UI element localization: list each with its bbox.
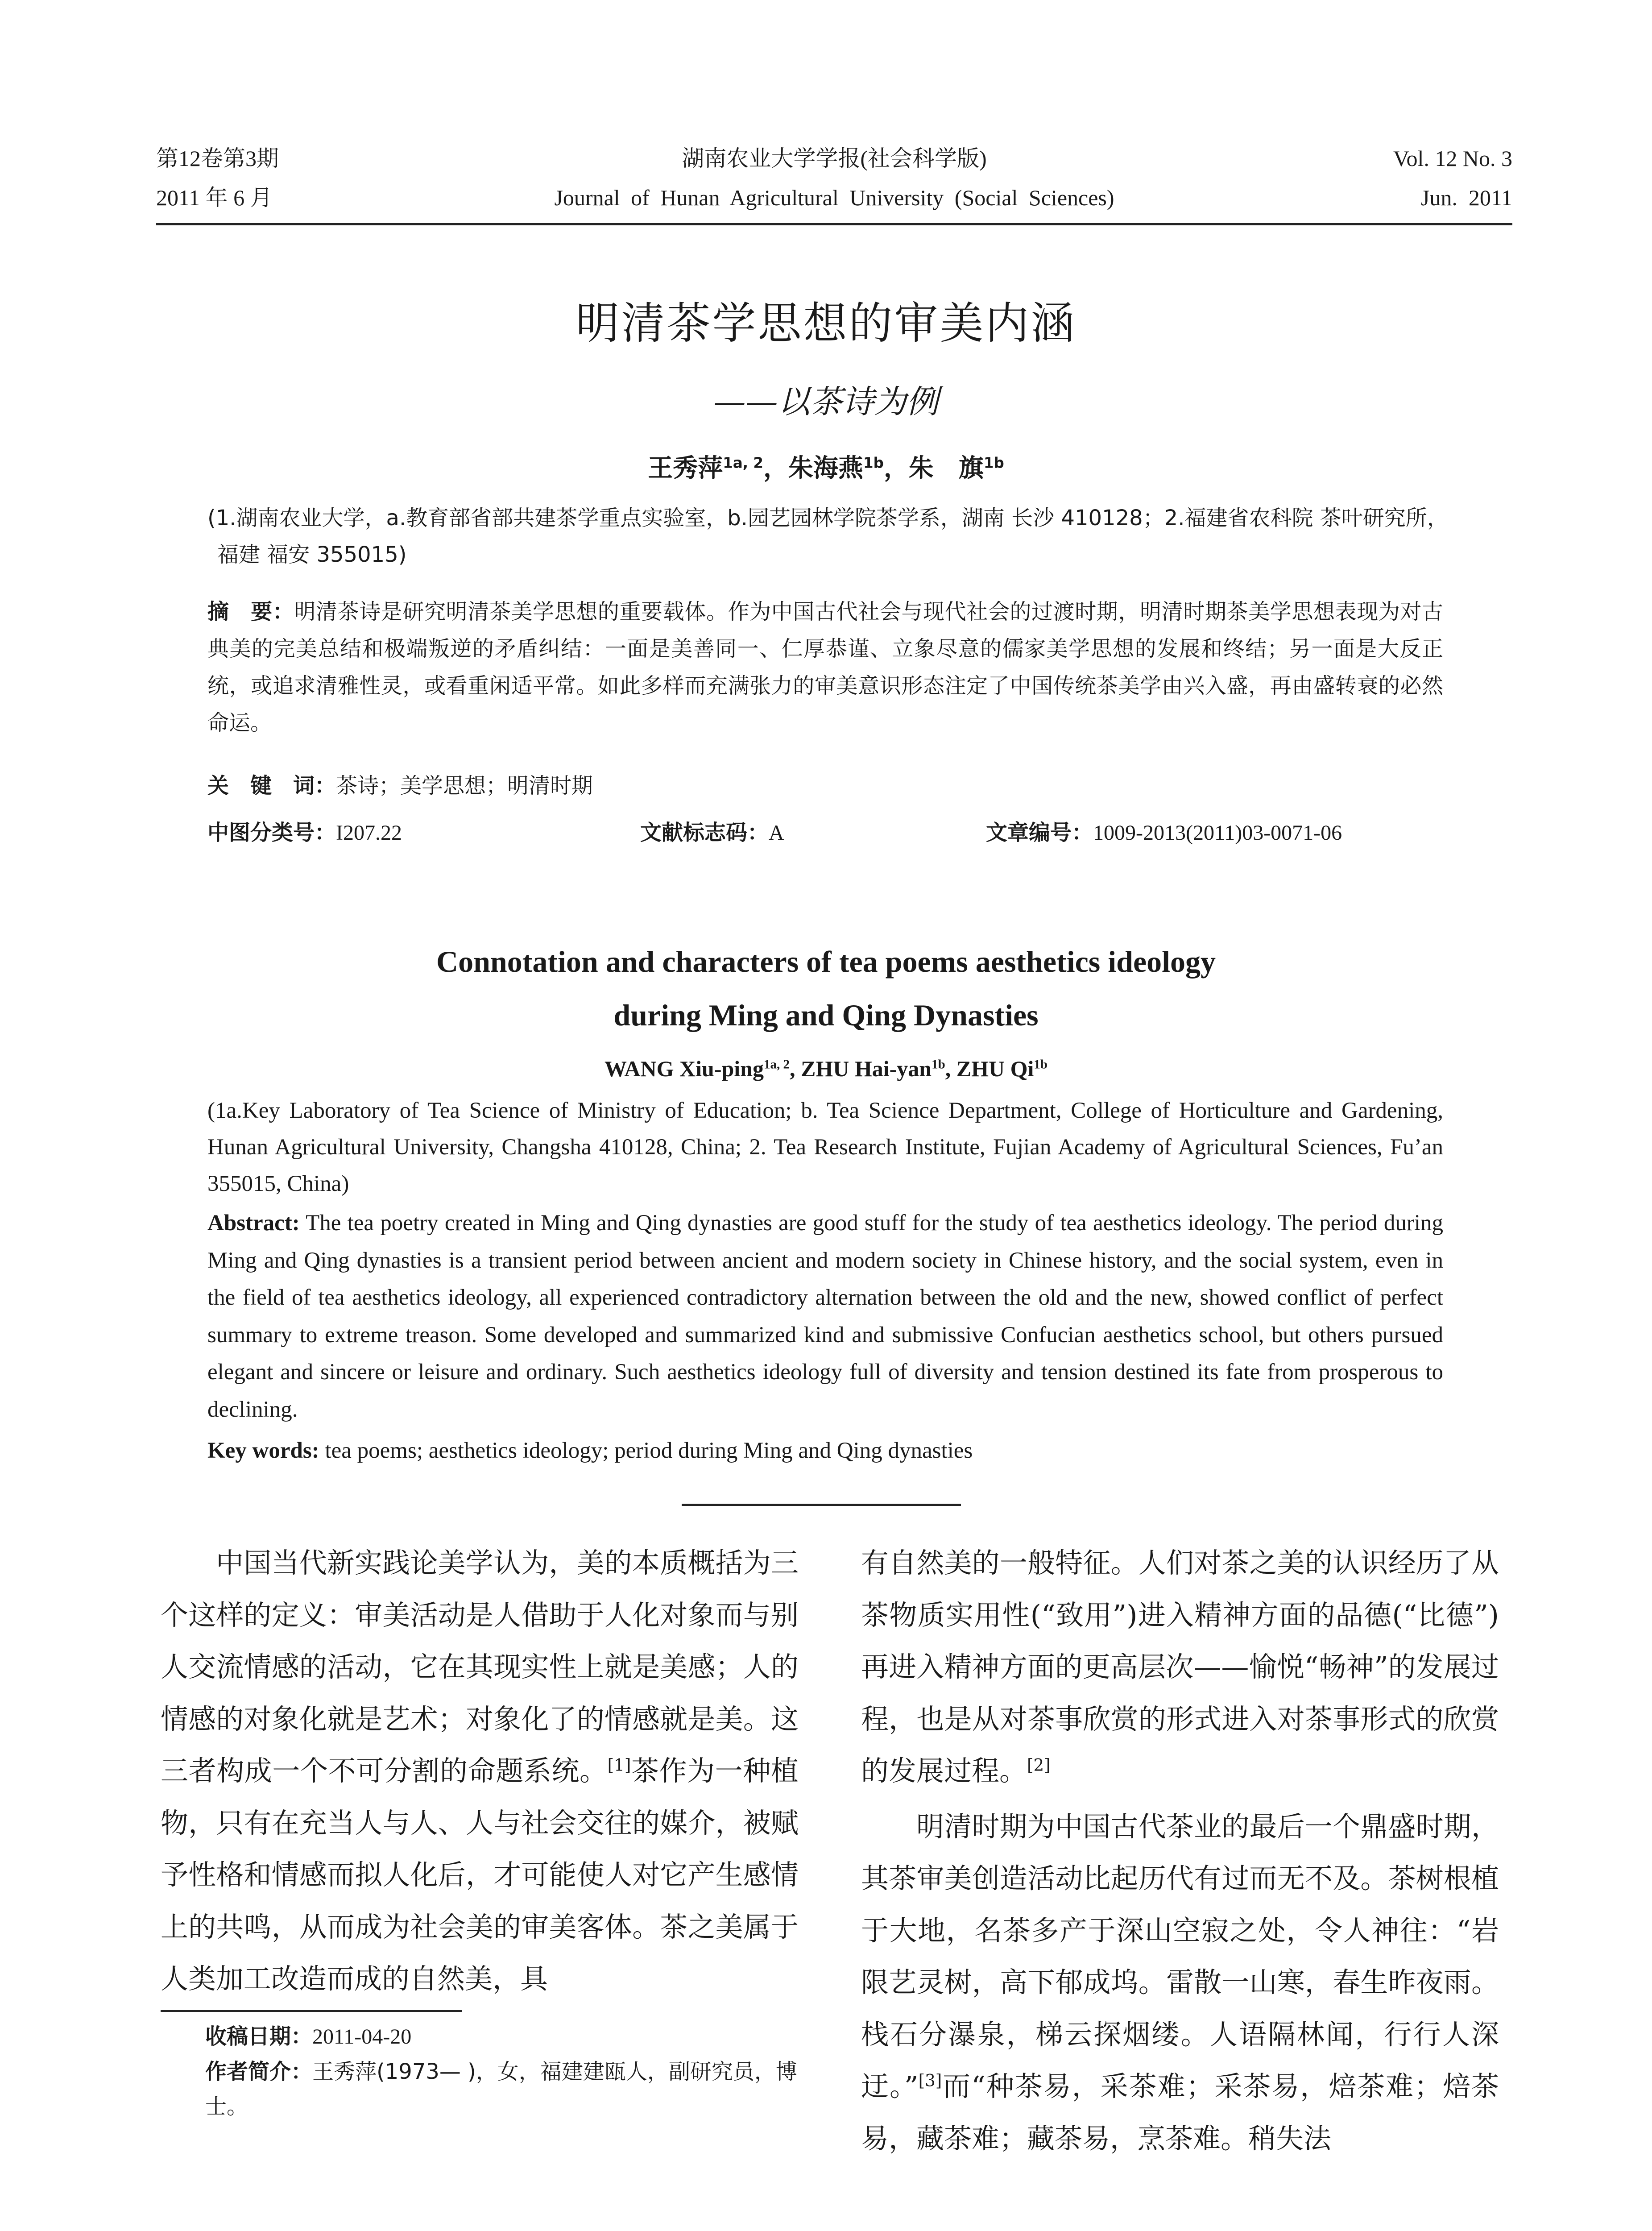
header-row-1 bbox=[156, 143, 1512, 182]
authors-cn: 王秀萍$^{1a, 2}$，朱海燕$^{1b}$，朱 旗$^{1b}$ bbox=[648, 454, 1004, 483]
body-text: 有自然美的一般特征。人们对茶之美的认识经历了从茶物质实用性(“致用”)进入精神方面的品德(“比德”)再进入精神方面的更高层次——愉悦“畅神”的发展过程，也是从对茶事欣赏的形式进入对茶事形式的欣赏的发展过程。 bbox=[861, 1547, 1499, 1787]
author-cn-name: 王秀萍 bbox=[648, 454, 723, 483]
body-text: 明清时期为中国古代茶业的最后一个鼎盛时期，其茶审美创造活动比起历代有过而无不及。茶树根植于大地，名茶多产于深山空寂之处，令人神往：“岩限艺灵树，高下郁成坞。雷散一山寒，春生昨夜雨。栈石分瀑泉，梯云探烟缕。人语隔林闻，行行人深迂。” bbox=[861, 1810, 1499, 2102]
header-journal-cn: 湖南农业大学学报(社会科学版) bbox=[682, 146, 987, 171]
body-paragraph bbox=[861, 1801, 1499, 2165]
keywords-en bbox=[207, 1432, 1443, 1469]
author-cn-sup: 1b bbox=[863, 454, 884, 472]
article-value: 1009-2013(2011)03-0071-06 bbox=[1093, 821, 1342, 845]
bio-text: 王秀萍(1973— )，女，福建建瓯人，副研究员，博士。 bbox=[205, 2059, 797, 2119]
abstract-en-text: The tea poetry created in Ming and Qing dynasties are good stuff for the study of tea aesthetics ideology. The period during Ming and Qing dynasties is a transient period between ancient and modern society in Chinese history, and the social system, even in the field of tea aesthetics ideology, all experienced contradictory alternation between the old and the new, showed conflict of perfect summary to extreme treason. Some developed and summarized kind and submissive Confucian aesthetics school, but others pursued elegant and sincere or leisure and ordinary. Such aesthetics ideology full of diversity and tension destined its fate from prosperous to declining. bbox=[207, 1211, 1443, 1422]
title-en bbox=[0, 935, 1652, 1042]
footnote-bio bbox=[161, 2054, 799, 2124]
authors-en: WANG Xiu-ping$^{1a, 2}$, ZHU Hai-yan$^{1b}$, ZHU $Qi^{1b}$ bbox=[604, 1056, 1048, 1081]
body-text: 而“种茶易，采茶难；采茶易，焙茶难；焙茶易，藏茶难；藏茶易，烹茶难。稍失法 bbox=[861, 2070, 1499, 2155]
title-en-line1: Connotation and characters of tea poems aesthetics ideology bbox=[436, 945, 1216, 979]
citation-ref[interactable]: [3] bbox=[918, 2070, 942, 2090]
body-paragraph bbox=[861, 1537, 1499, 1797]
abstract-cn-label: 摘 要： bbox=[207, 599, 294, 624]
abstract-en-label: Abstract: bbox=[207, 1211, 300, 1236]
body-column-left bbox=[161, 1537, 799, 2001]
header-volume-en: Vol. 12 No. 3 bbox=[1393, 146, 1512, 171]
keywords-cn-label: 关 键 词： bbox=[207, 773, 336, 798]
footnote-rule bbox=[161, 2010, 462, 2012]
citation-ref[interactable]: [2] bbox=[1027, 1755, 1051, 1775]
body-text: 中国当代新实践论美学认为，美的本质概括为三个这样的定义：审美活动是人借助于人化对象而与别人交流情感的活动，它在其现实性上就是美感；人的情感的对象化就是艺术；对象化了的情感就是美。这三者构成一个不可分割的命题系统。 bbox=[161, 1547, 799, 1787]
article-number bbox=[986, 814, 1342, 851]
keywords-cn bbox=[207, 767, 1443, 804]
running-header bbox=[156, 143, 1512, 221]
author-cn-name: 朱 旗 bbox=[908, 454, 984, 483]
header-row-2 bbox=[156, 182, 1512, 221]
keywords-en-text: tea poems; aesthetics ideology; period during Ming and Qing dynasties bbox=[325, 1438, 973, 1463]
body-text: 茶作为一种植物，只有在充当人与人、人与社会交往的媒介，被赋予性格和情感而拟人化后，才可能使人对它产生感情上的共鸣，从而成为社会美的审美客体。茶之美属于人类加工改造而成的自然美，具 bbox=[161, 1754, 799, 1995]
author-cn-sup: 1b bbox=[983, 454, 1004, 472]
footnotes bbox=[161, 2019, 799, 2124]
subtitle-cn: ——以茶诗为例 bbox=[713, 383, 939, 420]
clc-value: I207.22 bbox=[336, 821, 402, 845]
author-en-name: WANG Xiu-ping bbox=[604, 1056, 764, 1081]
author-en-name: ZHU Qi bbox=[956, 1056, 1034, 1081]
header-journal-en: Journal of Hunan Agricultural University (Social Sciences) bbox=[554, 185, 1114, 210]
clc-number bbox=[207, 814, 402, 851]
author-en-sup: 1b bbox=[1034, 1057, 1048, 1072]
header-date-cn: 2011 年 6 月 bbox=[156, 185, 273, 210]
section-separator bbox=[682, 1504, 961, 1506]
doc-value: A bbox=[769, 821, 784, 845]
title-en-line2: during Ming and Qing Dynasties bbox=[613, 998, 1039, 1032]
author-cn-sup: 1a, 2 bbox=[723, 454, 764, 472]
keywords-en-label: Key words: bbox=[207, 1438, 319, 1463]
bio-label: 作者简介： bbox=[205, 2059, 313, 2084]
author-en-sup: 1b bbox=[932, 1057, 945, 1072]
received-date: 2011-04-20 bbox=[312, 2025, 412, 2049]
title-cn: 明清茶学思想的审美内涵 bbox=[576, 298, 1076, 349]
doc-label: 文献标志码： bbox=[640, 820, 769, 845]
body-paragraph bbox=[161, 1537, 799, 2001]
author-cn-name: 朱海燕 bbox=[788, 454, 864, 483]
keywords-cn-text: 茶诗；美学思想；明清时期 bbox=[336, 773, 593, 798]
clc-label: 中图分类号： bbox=[207, 820, 336, 845]
author-en-name: ZHU Hai-yan bbox=[801, 1056, 932, 1081]
affiliation-en: (1a.Key Laboratory of Tea Science of Ministry of Education; b. Tea Science Department, College of Horticulture and Gardening, Hunan Agricultural University, Changsha 410128, China; 2. Tea Research Institute, Fujian Academy of Agricultural Sciences, Fu’an 355015, China) bbox=[207, 1098, 1443, 1196]
abstract-cn bbox=[207, 593, 1443, 742]
article-label: 文章编号： bbox=[986, 820, 1093, 845]
abstract-en bbox=[207, 1205, 1443, 1428]
header-date-en: Jun. 2011 bbox=[1420, 185, 1512, 210]
citation-ref[interactable]: [1] bbox=[607, 1755, 631, 1775]
abstract-cn-text: 明清茶诗是研究明清茶美学思想的重要载体。作为中国古代社会与现代社会的过渡时期，明清时期茶美学思想表现为对古典美的完美总结和极端叛逆的矛盾纠结：一面是美善同一、仁厚恭谨、立象尽意的儒家美学思想的发展和终结；另一面是大反正统，或追求清雅性灵，或看重闲适平常。如此多样而充满张力的审美意识形态注定了中国传统茶美学由兴入盛，再由盛转衰的必然命运。 bbox=[207, 599, 1443, 735]
author-en-sup: 1a, 2 bbox=[764, 1057, 790, 1072]
affiliation-cn: (1.湖南农业大学，a.教育部省部共建茶学重点实验室，b.园艺园林学院茶学系，湖南 长沙 410128；2.福建省农科院 茶叶研究所，福建 福安 355015) bbox=[207, 506, 1449, 567]
header-rule bbox=[156, 223, 1512, 225]
received-label: 收稿日期： bbox=[205, 2024, 313, 2049]
header-volume-cn: 第12卷第3期 bbox=[156, 146, 279, 171]
footnote-received bbox=[161, 2019, 799, 2054]
body-column-right bbox=[861, 1537, 1499, 2165]
document-code bbox=[640, 814, 784, 851]
